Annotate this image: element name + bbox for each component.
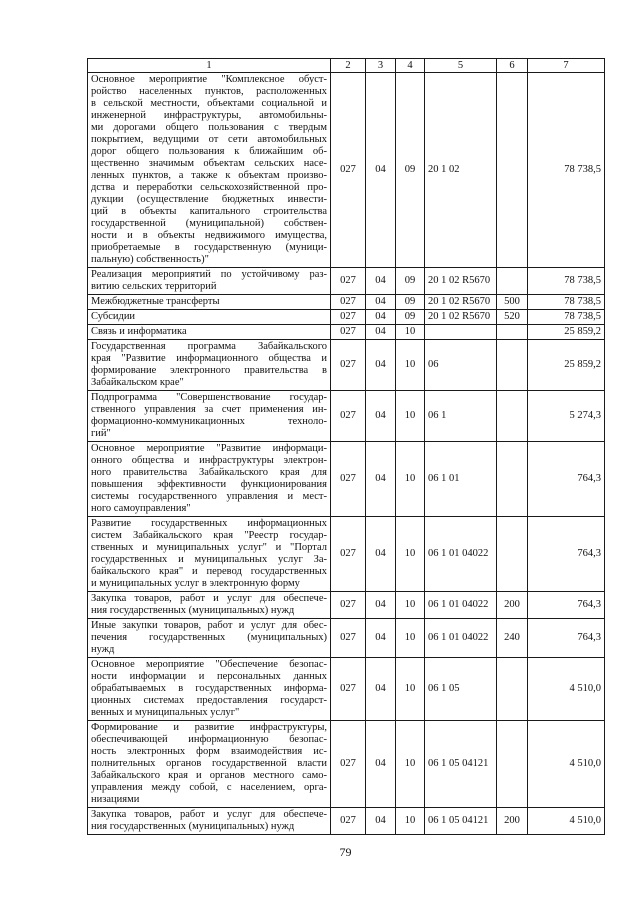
description-line: дства и переработки сельскохозяйственной про- <box>91 182 327 193</box>
department-code-cell: 027 <box>331 808 366 835</box>
amount-cell: 4 510,0 <box>528 808 605 835</box>
amount-cell: 78 738,5 <box>528 310 605 325</box>
amount-cell: 764,3 <box>528 442 605 517</box>
description-line: обеспечивающей информационную безопас- <box>91 734 327 745</box>
row-description <box>88 721 331 808</box>
description-line: Реализация мероприятий по устойчивому раз- <box>91 269 327 280</box>
description-line: Подпрограмма "Совершенствование государ- <box>91 392 327 403</box>
table-row <box>88 658 605 721</box>
description-line: ционных системах предоставления государст- <box>91 695 327 706</box>
description-line: инженерной инфраструктуры, автомобильны- <box>91 110 327 121</box>
description-line: Забайкальском крае" <box>91 377 184 388</box>
description-line: обрабатываемых в государственных информа- <box>91 683 327 694</box>
amount-cell: 4 510,0 <box>528 721 605 808</box>
description-line: Межбюджетные трансферты <box>91 296 220 307</box>
description-line: ственных и муниципальных услуг" и "Портал <box>91 542 327 553</box>
subsection-code-cell: 10 <box>396 619 425 658</box>
subsection-code-cell: 10 <box>396 325 425 340</box>
description-line: ленных пунктов, а также к объектам произво- <box>91 170 327 181</box>
subsection-code-cell: 10 <box>396 517 425 592</box>
row-description <box>88 517 331 592</box>
department-code-cell: 027 <box>331 592 366 619</box>
subsection-code-cell: 10 <box>396 808 425 835</box>
target-article-cell: 20 1 02 R5670 <box>425 295 497 310</box>
header-col-7: 7 <box>528 59 605 73</box>
subsection-code-cell: 10 <box>396 721 425 808</box>
table-row <box>88 268 605 295</box>
subsection-code-cell: 09 <box>396 268 425 295</box>
description-line: приобретаемые в государственную (муници- <box>91 242 327 253</box>
row-description <box>88 442 331 517</box>
budget-table <box>87 58 605 835</box>
header-col-4: 4 <box>396 59 425 73</box>
description-line: Основное мероприятие "Обеспечение безопас- <box>91 659 327 670</box>
description-line: ций в объекты капитального строительства <box>91 206 327 217</box>
description-line: Забайкальского края и органов местного само- <box>91 770 327 781</box>
description-line: покрытием, ведущими от сети автомобильных <box>91 134 327 145</box>
table-row <box>88 391 605 442</box>
description-line: Развитие государственных информационных <box>91 518 327 529</box>
expense-type-cell <box>497 658 528 721</box>
section-code-cell: 04 <box>366 721 396 808</box>
description-line: ного правительства Забайкальского края для <box>91 467 327 478</box>
expense-type-cell <box>497 442 528 517</box>
department-code-cell: 027 <box>331 295 366 310</box>
description-line: байкальского края" и перевод государственных <box>91 566 327 577</box>
table-body <box>88 73 605 835</box>
amount-cell: 78 738,5 <box>528 73 605 268</box>
amount-cell: 4 510,0 <box>528 658 605 721</box>
expense-type-cell: 200 <box>497 592 528 619</box>
description-line: Основное мероприятие "Комплексное обуст- <box>91 74 327 85</box>
description-line: Формирование и развитие инфраструктуры, <box>91 722 327 733</box>
expense-type-cell: 500 <box>497 295 528 310</box>
row-description <box>88 592 331 619</box>
amount-cell: 78 738,5 <box>528 295 605 310</box>
description-line: Субсидии <box>91 311 136 322</box>
description-line: ности информации и персональных данных <box>91 671 327 682</box>
description-line: Государственная программа Забайкальского <box>91 341 327 352</box>
row-description <box>88 808 331 835</box>
description-line: полнительных органов государственной власти <box>91 758 327 769</box>
header-col-2: 2 <box>331 59 366 73</box>
table-row <box>88 73 605 268</box>
description-line: печения государственных (муниципальных) <box>91 632 327 643</box>
target-article-cell: 06 <box>425 340 497 391</box>
target-article-cell: 20 1 02 R5670 <box>425 310 497 325</box>
header-col-3: 3 <box>366 59 396 73</box>
target-article-cell: 06 1 05 04121 <box>425 721 497 808</box>
section-code-cell: 04 <box>366 658 396 721</box>
table-row <box>88 340 605 391</box>
section-code-cell: 04 <box>366 808 396 835</box>
amount-cell: 25 859,2 <box>528 325 605 340</box>
section-code-cell: 04 <box>366 268 396 295</box>
row-description <box>88 295 331 310</box>
row-description <box>88 391 331 442</box>
header-row <box>88 59 605 73</box>
expense-type-cell: 240 <box>497 619 528 658</box>
expense-type-cell: 520 <box>497 310 528 325</box>
amount-cell: 764,3 <box>528 592 605 619</box>
table-row <box>88 808 605 835</box>
target-article-cell: 06 1 05 04121 <box>425 808 497 835</box>
table-row <box>88 592 605 619</box>
target-article-cell: 06 1 05 <box>425 658 497 721</box>
table-row <box>88 517 605 592</box>
table-row <box>88 721 605 808</box>
target-article-cell: 06 1 01 04022 <box>425 517 497 592</box>
section-code-cell: 04 <box>366 619 396 658</box>
subsection-code-cell: 10 <box>396 340 425 391</box>
target-article-cell: 06 1 <box>425 391 497 442</box>
section-code-cell: 04 <box>366 325 396 340</box>
header-col-5: 5 <box>425 59 497 73</box>
description-line: пальную) собственность)" <box>91 254 209 265</box>
row-description <box>88 325 331 340</box>
description-line: гий" <box>91 428 111 439</box>
row-description <box>88 658 331 721</box>
target-article-cell: 20 1 02 <box>425 73 497 268</box>
section-code-cell: 04 <box>366 295 396 310</box>
expense-type-cell <box>497 340 528 391</box>
table-row <box>88 619 605 658</box>
description-line: ройство населенных пунктов, расположенных <box>91 86 327 97</box>
description-line: края "Развитие информационного общества и <box>91 353 327 364</box>
description-line: ного самоуправления" <box>91 503 191 514</box>
expense-type-cell <box>497 391 528 442</box>
description-line: дорог общего пользования к ближайшим об- <box>91 146 327 157</box>
expense-type-cell <box>497 73 528 268</box>
target-article-cell <box>425 325 497 340</box>
subsection-code-cell: 10 <box>396 592 425 619</box>
department-code-cell: 027 <box>331 517 366 592</box>
department-code-cell: 027 <box>331 658 366 721</box>
description-line: управления между собой, с населением, орга- <box>91 782 327 793</box>
department-code-cell: 027 <box>331 340 366 391</box>
subsection-code-cell: 09 <box>396 295 425 310</box>
description-line: ния государственных (муниципальных) нужд <box>91 821 295 832</box>
section-code-cell: 04 <box>366 442 396 517</box>
section-code-cell: 04 <box>366 592 396 619</box>
row-description <box>88 340 331 391</box>
subsection-code-cell: 09 <box>396 310 425 325</box>
description-line: ственного управления за счет применения ин- <box>91 404 327 415</box>
description-line: Закупка товаров, работ и услуг для обеспече- <box>91 809 327 820</box>
description-line: ность электронных форм взаимодействия ис- <box>91 746 327 757</box>
section-code-cell: 04 <box>366 517 396 592</box>
description-line: онного общества и инфраструктуры электрон- <box>91 455 327 466</box>
row-description <box>88 619 331 658</box>
description-line: формирование электронного правительства в <box>91 365 327 376</box>
table-row <box>88 442 605 517</box>
section-code-cell: 04 <box>366 391 396 442</box>
description-line: системы государственного управления и мест- <box>91 491 327 502</box>
target-article-cell: 06 1 01 04022 <box>425 592 497 619</box>
row-description <box>88 73 331 268</box>
department-code-cell: 027 <box>331 721 366 808</box>
expense-type-cell <box>497 517 528 592</box>
expense-type-cell <box>497 721 528 808</box>
description-line: витию сельских территорий <box>91 281 217 292</box>
page-number: 79 <box>339 845 352 859</box>
subsection-code-cell: 10 <box>396 442 425 517</box>
expense-type-cell <box>497 268 528 295</box>
description-line: государственных и муниципальных услуг За- <box>91 554 327 565</box>
table-row <box>88 295 605 310</box>
description-line: и муниципальных услуг в электронную форму <box>91 578 300 589</box>
target-article-cell: 20 1 02 R5670 <box>425 268 497 295</box>
department-code-cell: 027 <box>331 310 366 325</box>
description-line: нужд <box>91 644 115 655</box>
department-code-cell: 027 <box>331 442 366 517</box>
amount-cell: 25 859,2 <box>528 340 605 391</box>
description-line: государственной (муниципальной) собствен- <box>91 218 327 229</box>
department-code-cell: 027 <box>331 73 366 268</box>
description-line: дукции (осуществление бюджетных инвести- <box>91 194 327 205</box>
department-code-cell: 027 <box>331 619 366 658</box>
department-code-cell: 027 <box>331 325 366 340</box>
description-line: в сельской местности, объектами социальной и <box>91 98 327 109</box>
subsection-code-cell: 10 <box>396 391 425 442</box>
row-description <box>88 310 331 325</box>
expense-type-cell: 200 <box>497 808 528 835</box>
section-code-cell: 04 <box>366 310 396 325</box>
description-line: ми дорогами общего пользования с твердым <box>91 122 327 133</box>
description-line: систем Забайкальского края "Реестр государ- <box>91 530 327 541</box>
description-line: Основное мероприятие "Развитие информаци- <box>91 443 327 454</box>
amount-cell: 78 738,5 <box>528 268 605 295</box>
expense-type-cell <box>497 325 528 340</box>
amount-cell: 764,3 <box>528 619 605 658</box>
header-col-6: 6 <box>497 59 528 73</box>
section-code-cell: 04 <box>366 73 396 268</box>
description-line: щественно значимым объектам сельских насе- <box>91 158 327 169</box>
section-code-cell: 04 <box>366 340 396 391</box>
header-col-1: 1 <box>88 59 331 73</box>
amount-cell: 5 274,3 <box>528 391 605 442</box>
description-line: повышения эффективности функционирования <box>91 479 327 490</box>
table-row <box>88 325 605 340</box>
description-line: формационно-коммуникационных техноло- <box>91 416 327 427</box>
subsection-code-cell: 09 <box>396 73 425 268</box>
description-line: Закупка товаров, работ и услуг для обеспече- <box>91 593 327 604</box>
description-line: ния государственных (муниципальных) нужд <box>91 605 295 616</box>
description-line: низациями <box>91 794 140 805</box>
description-line: венных и муниципальных услуг" <box>91 707 240 718</box>
table-row <box>88 310 605 325</box>
target-article-cell: 06 1 01 04022 <box>425 619 497 658</box>
department-code-cell: 027 <box>331 268 366 295</box>
row-description <box>88 268 331 295</box>
subsection-code-cell: 10 <box>396 658 425 721</box>
description-line: Иные закупки товаров, работ и услуг для обес- <box>91 620 327 631</box>
department-code-cell: 027 <box>331 391 366 442</box>
target-article-cell: 06 1 01 <box>425 442 497 517</box>
description-line: Связь и информатика <box>91 326 187 337</box>
description-line: ности и в объекты недвижимого имущества, <box>91 230 327 241</box>
amount-cell: 764,3 <box>528 517 605 592</box>
